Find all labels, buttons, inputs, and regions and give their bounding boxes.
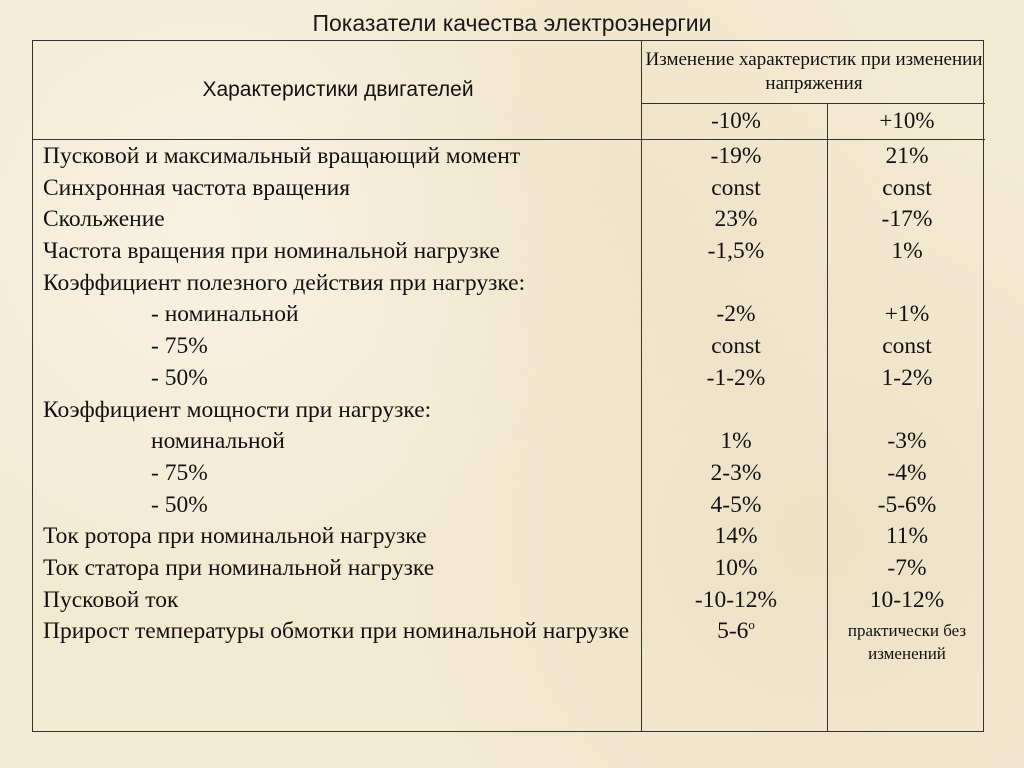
row-label: Коэффициент полезного действия при нагрузке:: [43, 269, 526, 296]
row-label: - 50%: [151, 364, 208, 391]
row-label: Скольжение: [43, 206, 165, 233]
table-row: [33, 331, 985, 363]
row-label: - 75%: [151, 459, 208, 486]
value-minus: [643, 616, 829, 648]
table-row: [33, 395, 985, 427]
table-row: [33, 268, 985, 300]
value-plus: -3%: [887, 428, 927, 455]
value-plus: 1-2%: [881, 364, 933, 391]
table-row: [33, 585, 985, 617]
table-body: [33, 141, 985, 726]
table-row: [33, 490, 985, 522]
table-row: [33, 236, 985, 268]
header-characteristics: Характеристики двигателей: [202, 78, 474, 101]
row-label: Синхронная частота вращения: [43, 174, 351, 201]
value-plus-note: практически без изменений: [847, 621, 967, 664]
row-label: Прирост температуры обмотки при номинальной нагрузке: [43, 618, 630, 645]
value-minus: -10-12%: [694, 586, 778, 613]
value-minus-number: 5-6: [717, 618, 749, 645]
table-row: [33, 299, 985, 331]
row-label: Пусковой и максимальный вращающий момент: [43, 143, 521, 169]
header-change: Изменение характеристик при изменении напряжения: [645, 49, 983, 94]
quality-table: [32, 40, 984, 732]
page-title: Показатели качества электроэнергии: [312, 10, 712, 36]
table-row: [33, 521, 985, 553]
table-row: [33, 173, 985, 205]
value-plus: +1%: [884, 301, 930, 328]
row-label: - 75%: [151, 333, 208, 360]
value-minus: const: [711, 174, 761, 201]
value-minus: 4-5%: [710, 491, 762, 518]
table-row: [33, 553, 985, 585]
value-plus: -7%: [887, 554, 927, 581]
header-bottom-divider: [33, 139, 985, 140]
value-plus: const: [882, 333, 932, 360]
value-plus: 10-12%: [869, 586, 945, 613]
table-row: [33, 204, 985, 236]
table-row: [33, 458, 985, 490]
degree-mark: о: [748, 617, 755, 633]
header-col-plus: +10%: [879, 108, 935, 133]
row-label: номинальной: [151, 428, 285, 455]
value-plus: 1%: [891, 238, 923, 265]
header-col-minus: -10%: [711, 108, 761, 133]
value-minus: 10%: [714, 554, 758, 581]
row-label: - номинальной: [151, 301, 299, 328]
row-label: Пусковой ток: [43, 586, 179, 613]
row-label: Коэффициент мощности при нагрузке:: [43, 396, 432, 423]
table-row: [33, 363, 985, 395]
row-label: Частота вращения при номинальной нагрузке: [43, 238, 500, 265]
value-minus: -1,5%: [707, 238, 765, 265]
value-minus: -1-2%: [706, 364, 766, 391]
row-label: Ток статора при номинальной нагрузке: [43, 554, 435, 581]
value-plus: 11%: [885, 523, 929, 550]
table-row: [33, 426, 985, 458]
value-minus: -19%: [710, 143, 762, 169]
table-row: [33, 141, 985, 173]
value-minus: 1%: [720, 428, 752, 455]
value-plus: -5-6%: [877, 491, 937, 518]
value-minus: 14%: [714, 523, 758, 550]
value-minus: 23%: [714, 206, 758, 233]
value-plus: -17%: [881, 206, 933, 233]
row-label: Ток ротора при номинальной нагрузке: [43, 523, 427, 550]
value-plus: 21%: [885, 143, 929, 169]
table-row: [33, 616, 985, 726]
row-label: - 50%: [151, 491, 208, 518]
value-plus: -4%: [887, 459, 927, 486]
value-plus: const: [882, 174, 932, 201]
value-minus: 2-3%: [710, 459, 762, 486]
value-minus: const: [711, 333, 761, 360]
value-minus: -2%: [716, 301, 756, 328]
